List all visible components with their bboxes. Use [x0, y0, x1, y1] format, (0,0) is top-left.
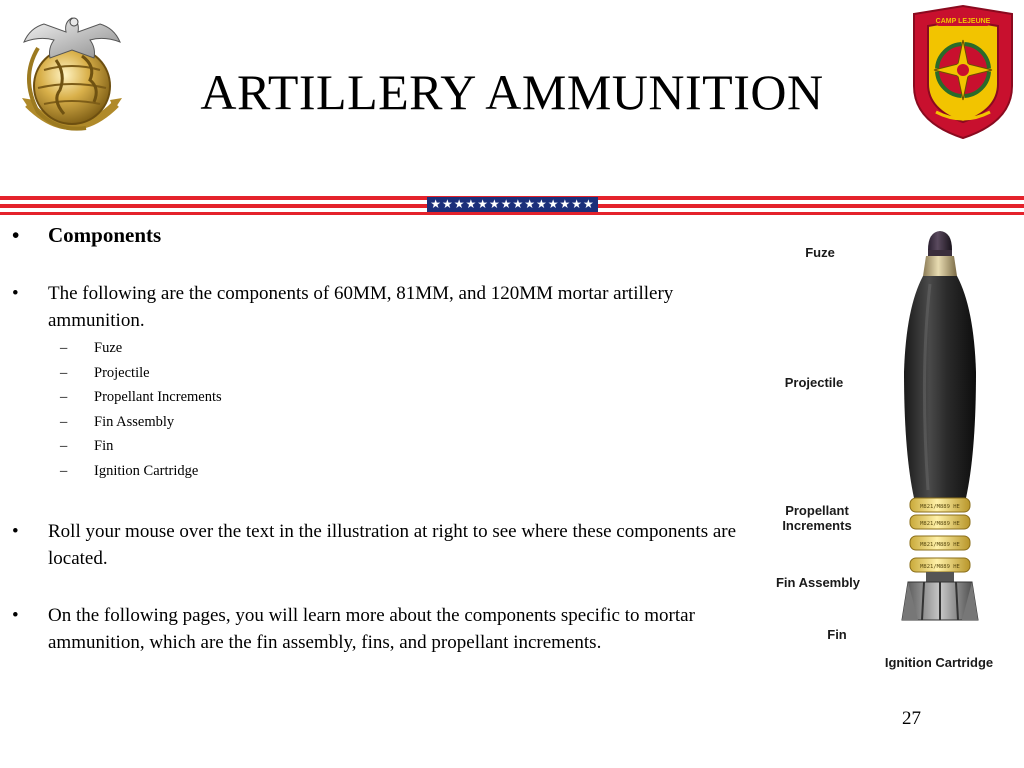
svg-text:M821/M889 HE: M821/M889 HE: [920, 564, 960, 570]
mortar-illustration: [760, 222, 1022, 682]
bullet-marker: •: [12, 223, 20, 247]
bullet-marker: •: [12, 604, 19, 626]
flag-divider: [0, 196, 1024, 216]
list-item: – Fuze: [60, 340, 123, 356]
svg-text:M821/M889 HE: M821/M889 HE: [920, 504, 960, 510]
rollover-bullet: [12, 518, 764, 572]
components-list: [12, 336, 764, 484]
star-field: ★★★★★★★★★★★★★★: [427, 197, 598, 212]
projectile-part: [904, 276, 976, 498]
page-number: 27: [902, 708, 921, 729]
components-heading: [12, 222, 764, 249]
label-projectile[interactable]: Projectile: [784, 375, 844, 390]
list-item: – Fin Assembly: [60, 413, 175, 430]
camp-lejeune-insignia-icon: [908, 4, 1018, 140]
propellant-increments-part: [910, 498, 970, 572]
slide-body: [12, 222, 764, 656]
following-text: On the following pages, you will learn more about the components specific to mortar ammunition, which are the fin assembly, fins, and propellant increments.: [48, 604, 695, 653]
label-propellant-increments[interactable]: Propellant Increments: [782, 503, 852, 533]
bullet-marker: •: [12, 520, 19, 542]
rollover-text: Roll your mouse over the text in the illustration at right to see where these components are located.: [48, 520, 737, 569]
svg-text:CAMP LEJEUNE: CAMP LEJEUNE: [935, 18, 991, 25]
list-item: – Projectile: [60, 364, 150, 381]
bullet-marker: •: [12, 283, 19, 304]
svg-text:M821/M889 HE: M821/M889 HE: [920, 542, 960, 548]
intro-bullet: [12, 280, 764, 334]
label-fuze[interactable]: Fuze: [805, 245, 835, 260]
slide-title: ARTILLERY AMMUNITION: [200, 64, 824, 120]
fuze-part: [923, 231, 957, 276]
intro-text: The following are the components of 60MM, 81MM, and 120MM mortar artillery ammunition.: [48, 283, 674, 331]
label-fin[interactable]: Fin: [827, 627, 847, 642]
svg-text:M821/M889 HE: M821/M889 HE: [920, 521, 960, 527]
list-item: – Fin: [60, 438, 114, 455]
heading-text: Components: [48, 223, 162, 247]
list-item: – Ignition Cartridge: [60, 462, 199, 479]
label-fin-assembly[interactable]: Fin Assembly: [775, 575, 861, 590]
eagle-globe-anchor-icon: [8, 8, 136, 140]
following-bullet: [12, 602, 764, 656]
list-item: – Propellant Increments: [60, 389, 222, 406]
label-ignition-cartridge[interactable]: Ignition Cartridge: [884, 655, 994, 670]
fin-assembly-part: [902, 572, 978, 620]
